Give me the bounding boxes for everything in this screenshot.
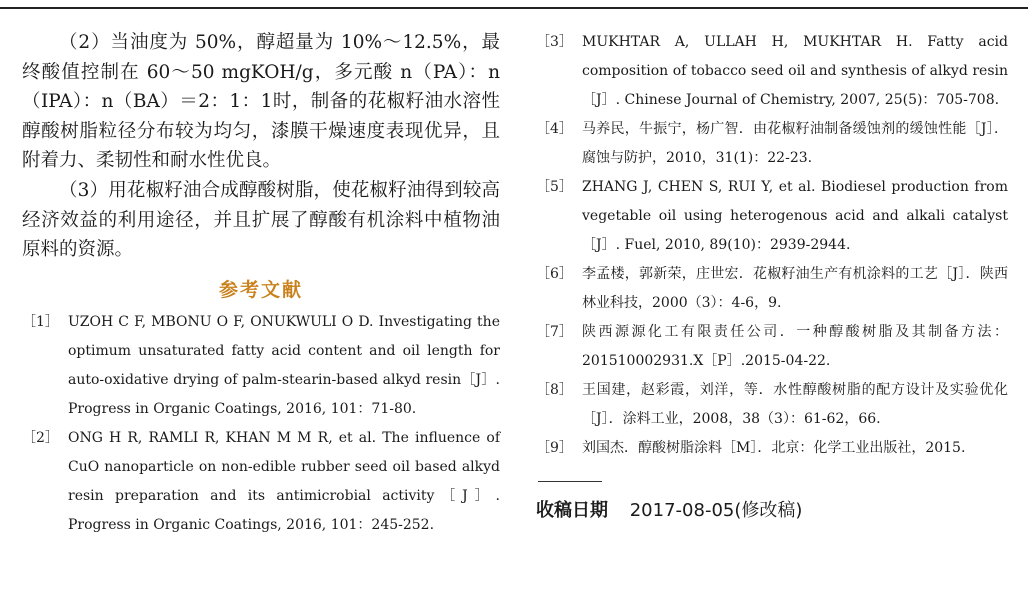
reference-text: 马养民，牛振宁，杨广智．由花椒籽油制备缓蚀剂的缓蚀性能［J］．腐蚀与防护，2010，31(1)：22-23. (582, 121, 1008, 166)
reference-item (536, 115, 1008, 173)
reference-item (536, 376, 1008, 434)
reference-number: ［2］ (22, 429, 59, 446)
reference-number: ［1］ (22, 313, 59, 330)
reference-item (22, 424, 500, 540)
reference-item (536, 434, 1008, 463)
reference-text: ONG H R, RAMLI R, KHAN M M R, et al. The influence of CuO nanoparticle on non-edible rubber seed oil based alkyd resin preparation and its antimicrobial activity［J］. Progress in Organic Coatings, 2016, 101：245-252. (68, 429, 500, 533)
reference-item (536, 318, 1008, 376)
received-date-value: 2017-08-05(修改稿) (629, 500, 803, 521)
reference-item (536, 28, 1008, 115)
reference-number: ［6］ (536, 266, 573, 282)
top-rule (0, 7, 1028, 9)
reference-item (536, 173, 1008, 260)
reference-text: MUKHTAR A, ULLAH H, MUKHTAR H. Fatty acid composition of tobacco seed oil and synthesis of alkyd resin［J］. Chinese Journal of Chemistry, 2007, 25(5)：705-708. (582, 34, 1008, 108)
reference-item (536, 260, 1008, 318)
reference-item (22, 308, 500, 424)
reference-text: ZHANG J, CHEN S, RUI Y, et al. Biodiesel production from vegetable oil using heterogenous acid and alkali catalyst［J］. Fuel, 2010, 89(10)：2939-2944. (582, 179, 1008, 253)
conclusion-paragraph-3: （3）用花椒籽油合成醇酸树脂，使花椒籽油得到较高经济效益的利用途径，并且扩展了醇酸有机涂料中植物油原料的资源。 (22, 179, 500, 261)
reference-number: ［9］ (536, 440, 573, 456)
reference-text: UZOH C F, MBONU O F, ONUKWULI O D. Investigating the optimum unsaturated fatty acid content and oil length for auto-oxidative drying of palm-stearin-based alkyd resin［J］. Progress in Organic Coatings, 2016, 101：71-80. (68, 313, 500, 417)
reference-text: 王国建，赵彩霞，刘洋，等．水性醇酸树脂的配方设计及实验优化［J］．涂料工业，2008，38（3）：61-62，66. (582, 382, 1008, 427)
left-column (22, 28, 500, 540)
received-date (536, 496, 1008, 522)
right-column (536, 28, 1008, 522)
reference-number: ［8］ (536, 382, 573, 398)
references-heading: 参考文献 (218, 278, 303, 301)
reference-text: 陕西源源化工有限责任公司．一种醇酸树脂及其制备方法：201510002931.X［P］.2015-04-22. (582, 324, 1008, 369)
reference-text: 刘国杰．醇酸树脂涂料［M］．北京：化学工业出版社，2015. (582, 440, 966, 456)
reference-number: ［7］ (536, 324, 573, 340)
reference-number: ［5］ (536, 179, 573, 195)
received-date-label: 收稿日期 (536, 500, 608, 521)
conclusion-paragraph-2: （2）当油度为 50%，醇超量为 10%～12.5%，最终酸值控制在 60～50 mgKOH/g，多元酸 n（PA）：n（IPA）：n（BA）＝2：1：1时，制备的花椒籽油水溶性醇酸树脂粒径分布较为均匀，漆膜干燥速度表现优异，且附着力、柔韧性和耐水性优良。 (22, 32, 500, 172)
reference-number: ［3］ (536, 34, 573, 50)
reference-number: ［4］ (536, 121, 573, 137)
reference-text: 李孟楼，郭新荣，庄世宏．花椒籽油生产有机涂料的工艺［J］．陕西林业科技，2000（3）：4-6，9. (582, 266, 1008, 311)
footnote-separator (538, 481, 602, 482)
